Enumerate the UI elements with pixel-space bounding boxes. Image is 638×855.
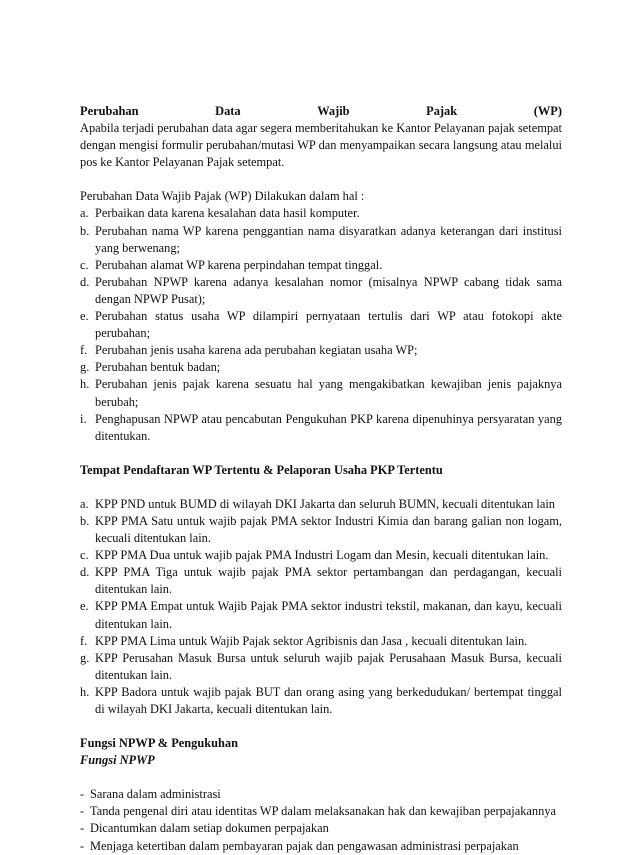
section1-list [80, 205, 562, 444]
section1-intro: Apabila terjadi perubahan data agar segera memberitahukan ke Kantor Pelayanan pajak setempat dengan mengisi formulir perubahan/mutasi WP dan menyampaikan secara langsung atau melalui pos ke Kantor Pelayanan Pajak setempat. [80, 121, 562, 170]
list-marker: g. [80, 360, 90, 375]
section2-title: Tempat Pendaftaran WP Tertentu & Pelaporan Usaha PKP Tertentu [80, 462, 443, 477]
list-text: Perubahan jenis pajak karena sesuatu hal yang mengakibatkan kewajiban jenis pajaknya berubah; [95, 377, 562, 409]
list-text: Perubahan NPWP karena adanya kesalahan nomor (misalnya NPWP cabang tidak sama dengan NPWP Pusat); [95, 274, 562, 306]
list-text: Dicantumkan dalam setiap dokumen perpajakan [90, 821, 329, 836]
list-item [80, 257, 562, 274]
list-text: KPP Badora untuk wajib pajak BUT dan orang asing yang berkedudukan/ bertempat tinggal di wilayah DKI Jakarta, kecuali ditentukan lain. [95, 684, 562, 716]
list-item [80, 513, 562, 547]
list-marker: a. [80, 206, 89, 221]
list-item [80, 342, 562, 359]
list-item [80, 223, 562, 257]
list-item [80, 359, 562, 376]
list-marker: - [80, 804, 85, 819]
list-item [80, 376, 562, 410]
section3-subtitle: Fungsi NPWP [80, 753, 155, 768]
list-marker: - [80, 821, 85, 836]
list-text: Perubahan bentuk badan; [95, 360, 221, 375]
list-text: KPP Perusahan Masuk Bursa untuk seluruh wajib pajak Perusahaan Masuk Bursa, kecuali ditentukan lain. [95, 650, 562, 682]
list-text: Perubahan status usaha WP dilampiri pernyataan tertulis dari WP atau fotokopi akte perubahan; [95, 309, 562, 341]
list-item [80, 650, 562, 684]
section1-title [80, 103, 562, 120]
list-item [80, 838, 562, 855]
list-text: Perubahan nama WP karena penggantian nama disyaratkan adanya keterangan dari institusi yang berwenang; [95, 223, 562, 255]
list-item [80, 684, 562, 718]
section3-list [80, 786, 562, 854]
list-item [80, 803, 562, 820]
list-item [80, 205, 562, 222]
list-item [80, 411, 562, 445]
title-word: Wajib [317, 104, 350, 118]
list-text: KPP PMA Tiga untuk wajib pajak PMA sektor pertambangan dan perdagangan, kecuali ditentukan lain. [95, 565, 562, 597]
list-text: Penghapusan NPWP atau pencabutan Pengukuhan PKP karena dipenuhinya persyaratan yang ditentukan. [95, 411, 562, 443]
list-marker: f. [80, 343, 88, 358]
list-marker: b. [80, 513, 90, 528]
list-item [80, 633, 562, 650]
list-marker: e. [80, 309, 89, 324]
list-marker: i. [80, 411, 87, 426]
list-marker: b. [80, 223, 90, 238]
list-text: KPP PMA Dua untuk wajib pajak PMA Industri Logam dan Mesin, kecuali ditentukan lain. [95, 548, 549, 563]
title-word: Data [215, 104, 241, 118]
title-word: (WP) [533, 104, 562, 118]
list-marker: - [80, 787, 85, 802]
list-marker: e. [80, 599, 89, 614]
list-text: KPP PND untuk BUMD di wilayah DKI Jakarta dan seluruh BUMN, kecuali ditentukan lain [95, 496, 555, 511]
section1-lead: Perubahan Data Wajib Pajak (WP) Dilakukan dalam hal : [80, 189, 365, 204]
list-text: Perbaikan data karena kesalahan data hasil komputer. [95, 206, 360, 221]
list-item [80, 786, 562, 803]
list-item [80, 547, 562, 564]
section3-title: Fungsi NPWP & Pengukuhan [80, 736, 239, 751]
list-text: Tanda pengenal diri atau identitas WP dalam melaksanakan hak dan kewajiban perpajakannya [90, 804, 557, 819]
list-text: Sarana dalam administrasi [90, 787, 221, 802]
list-item [80, 308, 562, 342]
list-marker: d. [80, 565, 90, 580]
list-marker: h. [80, 684, 90, 699]
list-item [80, 598, 562, 632]
list-text: KPP PMA Satu untuk wajib pajak PMA sektor Industri Kimia dan barang galian non logam, kecuali ditentukan lain. [95, 513, 562, 546]
section2-list [80, 496, 562, 718]
title-word: Perubahan [80, 104, 139, 118]
list-marker: d. [80, 274, 90, 289]
list-marker: h. [80, 377, 90, 392]
list-marker: - [80, 838, 85, 853]
list-item [80, 564, 562, 598]
list-marker: c. [80, 257, 89, 272]
list-marker: f. [80, 633, 88, 648]
document-page [80, 103, 562, 855]
title-word: Pajak [426, 104, 458, 118]
list-item [80, 820, 562, 837]
list-text: KPP PMA Lima untuk Wajib Pajak sektor Agribisnis dan Jasa , kecuali ditentukan lain. [95, 633, 528, 648]
list-marker: g. [80, 650, 90, 665]
list-text: Perubahan jenis usaha karena ada perubahan kegiatan usaha WP; [95, 343, 418, 358]
list-text: Perubahan alamat WP karena perpindahan tempat tinggal. [95, 257, 383, 272]
list-item [80, 274, 562, 308]
list-text: KPP PMA Empat untuk Wajib Pajak PMA sektor industri tekstil, makanan, dan kayu, kecuali ditentukan lain. [95, 599, 562, 631]
list-marker: c. [80, 548, 89, 563]
list-item [80, 496, 562, 513]
list-marker: a. [80, 496, 89, 511]
list-text: Menjaga ketertiban dalam pembayaran pajak dan pengawasan administrasi perpajakan [90, 838, 519, 853]
